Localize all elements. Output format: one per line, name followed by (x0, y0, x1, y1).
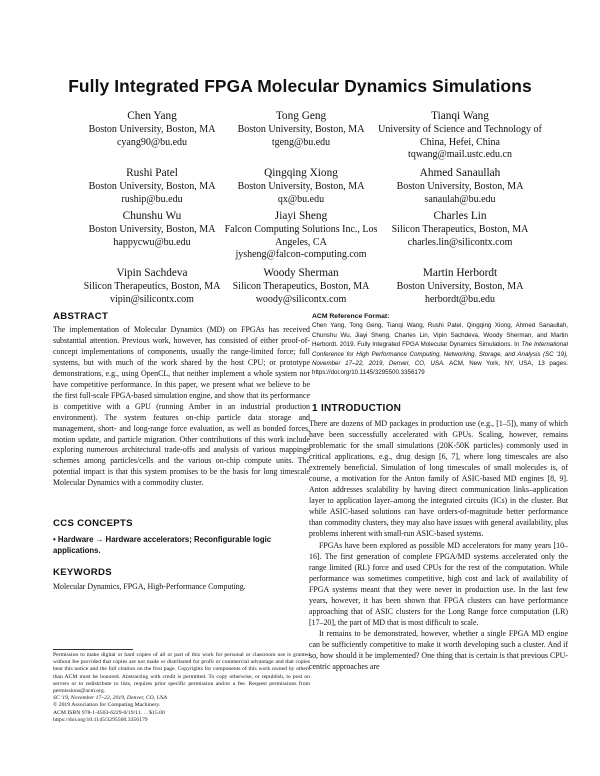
author-affiliation: Boston University, Boston, MA (237, 181, 365, 192)
intro-heading: 1 INTRODUCTION (312, 403, 402, 414)
author-email[interactable]: charles.lin@silicontx.com (407, 236, 513, 248)
author-email[interactable]: qx@bu.edu (277, 193, 325, 205)
author-name: Tianqi Wang (431, 110, 489, 122)
abstract-paragraph: The implementation of Molecular Dynamics (MD) on FPGAs has received substantial attention. Previous work, however, has consisted of either proof-of-concept implementations of components, usually the range-limited force; full systems, but with much of the work shared by the host CPU; or prototype demonstrations, e.g., using OpenCL, that neither implement a whole system nor have competitive performance. In this paper, we present what we believe to be the first full-scale FPGA-based simulation engine, and show that its performance is competitive with a GPU (running Amber in an industrial production environment). The system features on-chip particle data storage and management, short- and long-range force evaluation, as well as bonded forces, motion update, and particle migration. Other contributions of this work include exploring numerous architectural trade-offs and analysis of various mappings schemes among particles/cells and the various on-chip compute units. The potential impact is that this system promises to be the basis for long timescale Molecular Dynamics with a commodity cluster. (53, 325, 310, 488)
permission-text: Permission to make digital or hard copies of all or part of this work for personal or classroom use is granted without fee provided that copies are not made or distributed for profit or commercial advantage and that copies bear this notice and the full citation on the first page. Copyrights for components of this work owned by others than ACM must be honored. Abstracting with credit is permitted. To copy otherwise, or republish, to post on servers or to redistribute to lists, requires prior specific permission and/or a fee. Request permissions from permissions@acm.org. (53, 652, 310, 695)
doi-link[interactable]: https://doi.org/10.1145/3295500.3356179 (53, 716, 148, 723)
author-name: Woody Sherman (263, 267, 339, 279)
intro-paragraph: FPGAs have been explored as possible MD accelerators for many years [10–16]. The first generation of complete FPGA/MD systems accelerated only the range limited (RL) force and used CPUs for the rest of the computation. While performance was sometimes competitive, high cost and lack of availability of FPGA systems meant that they were never in production use. In the last few years, however, it has been shown that FPGA clusters can have performance approaching that of ASIC clusters for the Long Range force computation (LR) [17–20], the part of MD that is most difficult to scale. (309, 541, 568, 628)
author-block (360, 209, 560, 249)
author-affiliation: Boston University, Boston, MA (88, 124, 216, 135)
acm-ref-tail: ACM, New York, NY, USA, 13 pages. https://doi.org/10.1145/3295500.3356179 (312, 360, 569, 377)
author-name: Martin Herbordt (422, 267, 498, 279)
footnote-rule (53, 649, 133, 650)
author-affiliation: Silicon Therapeutics, Boston, MA (83, 281, 221, 292)
author-email[interactable]: woody@silicontx.com (255, 293, 347, 305)
author-email[interactable]: vipin@silicontx.com (110, 293, 194, 305)
author-email[interactable]: tqwang@mail.ustc.edu.cn (408, 149, 512, 160)
author-name: Jiayi Sheng (274, 210, 328, 222)
keywords-text: Molecular Dynamics, FPGA, High-Performance Computing. (53, 582, 246, 591)
copyright-line: © 2019 Association for Computing Machinery. (53, 702, 161, 709)
author-name: Tong Geng (275, 110, 327, 122)
author-name: Charles Lin (433, 210, 487, 222)
acm-ref-authors: Chen Yang, Tong Geng, Tianqi Wang, Rushi Patel, Qingqing Xiong, Ahmed Sanaullah, Chunshu Wu, Jiayi Sheng, Charles Lin, Vipin Sachdeva, Woody Sherman, and Martin Herbordt. 2019. Fully Integrated FPGA Molecular Dynamics Simulations. In (312, 322, 568, 349)
author-block (360, 166, 560, 206)
author-affiliation: Boston University, Boston, MA (237, 124, 365, 135)
author-affiliation: Boston University, Boston, MA (396, 181, 524, 192)
author-email[interactable]: happycwu@bu.edu (113, 236, 191, 248)
author-affiliation: University of Science and Technology of China, Hefei, China (378, 124, 542, 148)
keywords-heading: KEYWORDS (53, 567, 112, 578)
author-name: Qingqing Xiong (264, 167, 338, 179)
venue-line: SC '19, November 17–22, 2019, Denver, CO, USA (53, 695, 168, 702)
intro-text (309, 419, 568, 673)
intro-paragraph: It remains to be demonstrated, however, whether a single FPGA MD engine can be sufficiently competitive to make it worth developing such a cluster. And if so, how should it be implemented? One thing that is certain is that previous CPU-centric approaches are (309, 629, 568, 671)
acm-ref-heading: ACM Reference Format: (312, 313, 390, 320)
author-affiliation: Boston University, Boston, MA (88, 224, 216, 235)
ccs-concepts (53, 534, 310, 556)
author-email[interactable]: herbordt@bu.edu (424, 293, 496, 305)
author-email[interactable]: cyang90@bu.edu (116, 136, 188, 148)
acm-ref-venue: The International Conference for High Performance Computing, Networking, Storage, and Analysis (SC '19), November 17–22, 2019, Denver, CO, USA. (312, 341, 569, 368)
author-name: Vipin Sachdeva (116, 267, 188, 279)
abstract-text (53, 325, 310, 489)
author-email[interactable]: ruship@bu.edu (121, 193, 183, 205)
author-email[interactable]: tgeng@bu.edu (271, 136, 331, 148)
author-email[interactable]: jysheng@falcon-computing.com (235, 249, 367, 260)
author-affiliation: Silicon Therapeutics, Boston, MA (232, 281, 370, 292)
acm-reference-format (312, 312, 568, 378)
ccs-heading: CCS CONCEPTS (53, 518, 133, 529)
author-affiliation: Silicon Therapeutics, Boston, MA (391, 224, 529, 235)
author-name: Chunshu Wu (122, 210, 182, 222)
author-name: Rushi Patel (126, 167, 178, 179)
author-block (360, 109, 560, 162)
author-name: Ahmed Sanaullah (419, 167, 501, 179)
author-email[interactable]: sanaulah@bu.edu (424, 193, 496, 205)
author-affiliation: Boston University, Boston, MA (88, 181, 216, 192)
permission-notice (53, 652, 310, 724)
ccs-text: • Hardware → Hardware accelerators; Reconfigurable logic applications. (53, 535, 272, 555)
intro-paragraph: There are dozens of MD packages in production use (e.g., [1–5]), many of which have been successfully accelerated with GPUs. Scaling, however, remains problematic for the small simulations (20K-50K particles) commonly used in critical applications, e.g., drug design [6, 7], where long timescales are also extremely beneficial. Simulation of long timescales of small molecules is, of course, a motivation for the Anton family of ASIC-based MD engines [8, 9]. Anton addresses scalability by having direct communication links–application layer to application layer–among the integrated circuits (ICs) in the cluster. But while ASIC-based solutions can have orders-of-magnitude better performance than commodity clusters, they may also have issues with general availability, plus problems inherent with small-run ASIC-based systems. (309, 419, 568, 538)
abstract-heading: ABSTRACT (53, 311, 109, 322)
author-affiliation: Boston University, Boston, MA (396, 281, 524, 292)
paper-title: Fully Integrated FPGA Molecular Dynamics Simulations (68, 76, 532, 96)
acm-ref-body (312, 321, 568, 377)
author-name: Chen Yang (127, 110, 177, 122)
isbn-line: ACM ISBN 978-1-4503-6229-0/19/11. . . $15.00 (53, 709, 165, 716)
author-affiliation: Falcon Computing Solutions Inc., Los Angeles, CA (224, 224, 378, 248)
author-block (360, 266, 560, 306)
